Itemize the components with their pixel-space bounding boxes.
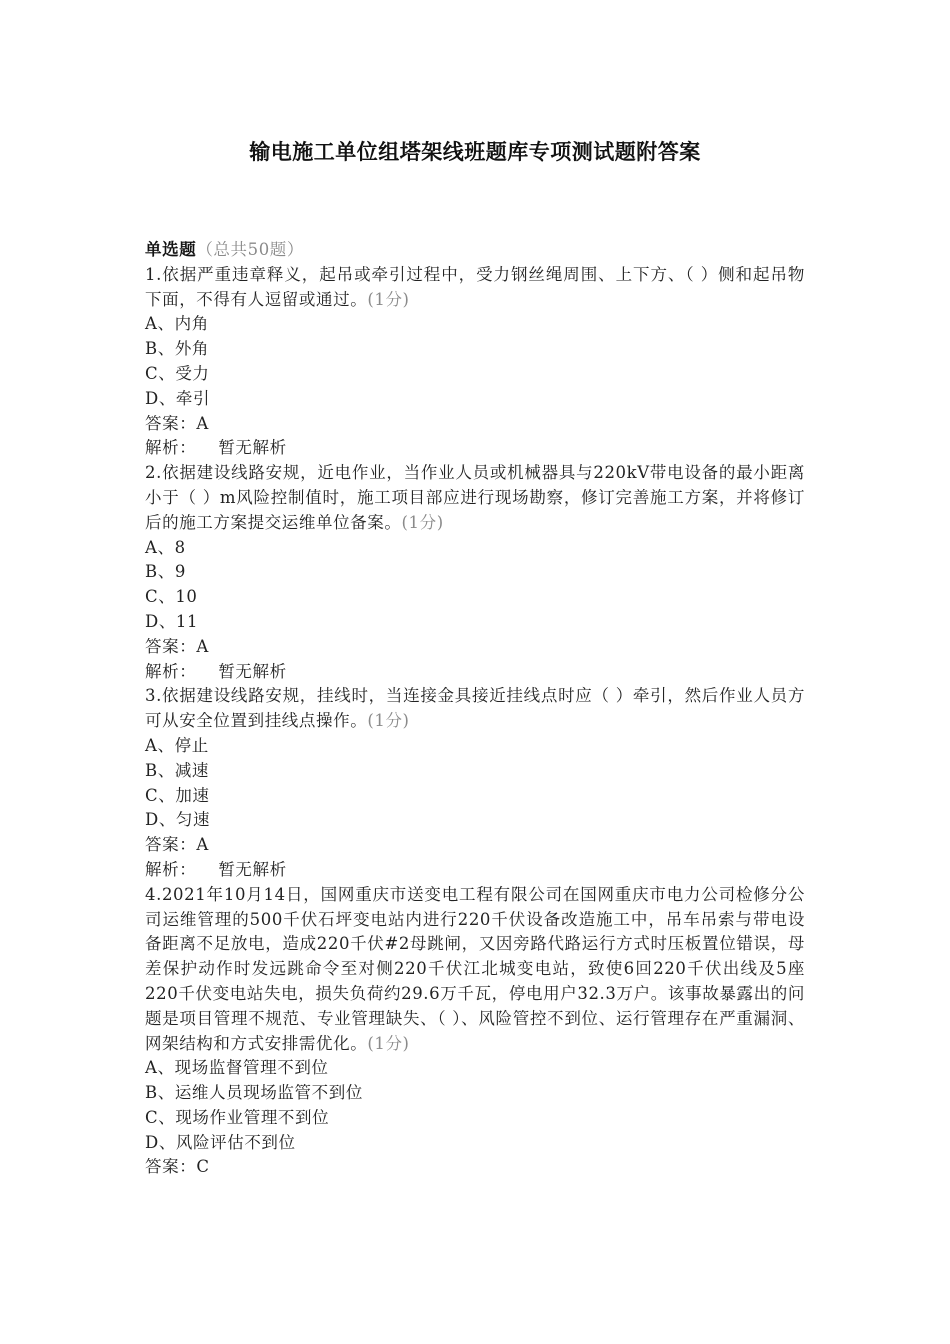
question-stem — [145, 684, 805, 734]
question-text: 2.依据建设线路安规，近电作业，当作业人员或机械器具与220kV带电设备的最小距离小于（ ）m风险控制值时，施工项目部应进行现场勘察，修订完善施工方案，并将修订后的施工方案提交运维单位备案。 — [145, 463, 805, 532]
option-c: C、加速 — [145, 785, 210, 805]
analysis-text: 暂无解析 — [218, 438, 287, 458]
question-stem — [145, 883, 805, 1057]
option-d: D、风险评估不到位 — [145, 1132, 296, 1152]
question-stem — [145, 461, 805, 535]
answer-line — [145, 412, 805, 437]
answer-label: 答案： — [145, 636, 197, 656]
option-a: A、现场监督管理不到位 — [145, 1058, 329, 1078]
analysis-label: 解析： — [145, 438, 197, 458]
question-score: (1分) — [401, 512, 444, 532]
answer-value: A — [196, 835, 209, 855]
answer-line — [145, 635, 805, 660]
option-a: A、停止 — [145, 735, 209, 755]
section-header — [145, 238, 805, 263]
answer-line — [145, 833, 805, 858]
analysis-label: 解析： — [145, 661, 197, 681]
option-c: C、受力 — [145, 363, 210, 383]
option-b: B、减速 — [145, 760, 210, 780]
answer-line — [145, 1155, 805, 1180]
option-b: B、9 — [145, 562, 186, 582]
option-c: C、10 — [145, 587, 198, 607]
option-a: A、8 — [145, 537, 186, 557]
question-score: (1分) — [367, 289, 410, 309]
analysis-line — [145, 660, 805, 685]
option-d: D、11 — [145, 611, 199, 631]
section-count: （总共50题） — [196, 240, 305, 259]
question-text: 4.2021年10月14日，国网重庆市送变电工程有限公司在国网重庆市电力公司检修分公司运维管理的500千伏石坪变电站内进行220千伏设备改造施工中，吊车吊索与带电设备距离不足放电，造成220千伏#2母跳闸，又因旁路代路运行方式时压板置位错误，母差保护动作时发远跳命令至对侧220千伏江北城变电站，致使6回220千伏出线及5座220千伏变电站失电，损失负荷约29.6万千瓦，停电用户32.3万户。该事故暴露出的问题是项目管理不规范、专业管理缺失、（ ）、风险管控不到位、运行管理存在严重漏洞、网架结构和方式安排需优化。 — [145, 884, 805, 1053]
analysis-label: 解析： — [145, 859, 197, 879]
question-list — [145, 238, 805, 1180]
option-d: D、匀速 — [145, 810, 211, 830]
answer-value: A — [196, 413, 209, 433]
document-title: 输电施工单位组塔架线班题库专项测试题附答案 — [249, 139, 701, 164]
answer-value: C — [196, 1157, 210, 1177]
question-score: (1分) — [367, 711, 410, 731]
question-score: (1分) — [367, 1033, 410, 1053]
question-text: 3.依据建设线路安规，挂线时，当连接金具接近挂线点时应（ ）牵引，然后作业人员方可从安全位置到挂线点操作。 — [145, 686, 805, 731]
answer-value: A — [196, 636, 209, 656]
question-block — [145, 461, 805, 684]
answer-label: 答案： — [145, 413, 197, 433]
option-b: B、外角 — [145, 339, 210, 359]
question-block — [145, 883, 805, 1181]
analysis-text: 暂无解析 — [218, 661, 287, 681]
option-b: B、运维人员现场监管不到位 — [145, 1083, 363, 1103]
question-block — [145, 263, 805, 461]
option-d: D、牵引 — [145, 388, 211, 408]
section-title: 单选题 — [145, 240, 197, 259]
answer-label: 答案： — [145, 1157, 197, 1177]
question-stem — [145, 263, 805, 313]
analysis-line — [145, 858, 805, 883]
option-c: C、现场作业管理不到位 — [145, 1107, 330, 1127]
question-text: 1.依据严重违章释义，起吊或牵引过程中，受力钢丝绳周围、上下方、（ ）侧和起吊物下面，不得有人逗留或通过。 — [145, 264, 805, 309]
analysis-line — [145, 436, 805, 461]
analysis-text: 暂无解析 — [218, 859, 287, 879]
question-block — [145, 684, 805, 882]
option-a: A、内角 — [145, 314, 209, 334]
answer-label: 答案： — [145, 835, 197, 855]
